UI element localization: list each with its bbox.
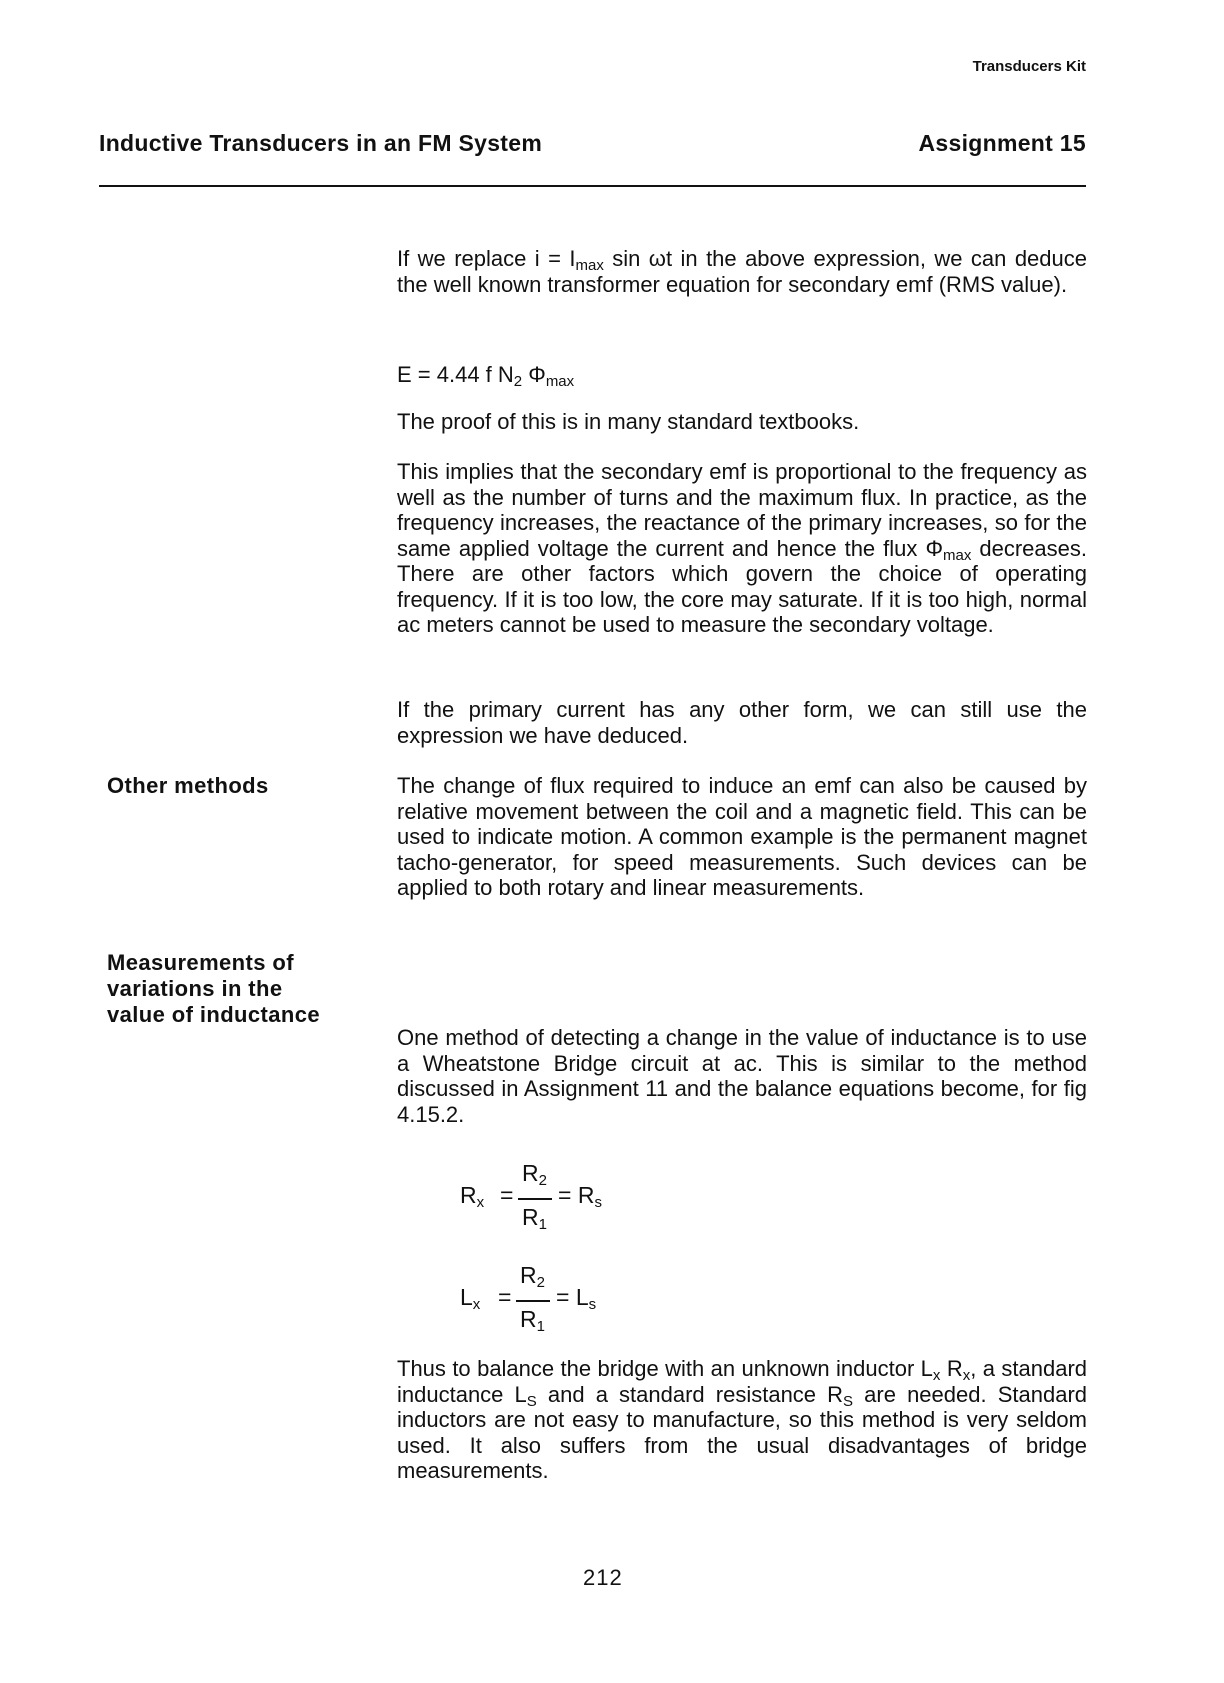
- eq3-lhs-sub: x: [472, 1296, 481, 1313]
- p7-text-b: R: [940, 1356, 963, 1381]
- p3-text-b: decreases. There are other factors which govern the choice of operating frequency. If it is too low, the core may saturate. If it is too high, normal ac meters cannot be used to measure the secondary voltage.: [397, 535, 1087, 637]
- eq2-rhs: = R: [558, 1182, 595, 1208]
- page-number: 212: [583, 1565, 623, 1590]
- eq3-rhs: = L: [556, 1284, 589, 1310]
- eq3-num-sub: 2: [536, 1274, 545, 1291]
- equation-emf: [397, 362, 574, 388]
- paragraph-implies: [397, 459, 1087, 638]
- eq2-den-sub: 1: [538, 1216, 547, 1233]
- p7-text-e: are needed. Standard inductors are not easy to manufacture, so this method is very seldom used. It also suffers from the usual disadvantages of bridge measurements.: [397, 1381, 1087, 1483]
- eq2-den: R: [522, 1204, 539, 1230]
- paragraph-primary-current: If the primary current has any other form, we can still use the expression we have deduced.: [397, 697, 1087, 748]
- eq1-sub-b: max: [545, 373, 575, 390]
- eq2-num: R: [522, 1160, 539, 1186]
- p7-sub-b: x: [962, 1367, 971, 1384]
- side-heading-other-methods: Other methods: [107, 773, 269, 798]
- p7-sub-c: S: [526, 1392, 537, 1410]
- assignment-label: Assignment 15: [918, 130, 1086, 156]
- eq1-sub-a: 2: [513, 373, 523, 390]
- header-kit: Transducers Kit: [972, 58, 1086, 75]
- p7-sub-a: x: [932, 1367, 941, 1384]
- equation-rx: [460, 1160, 660, 1240]
- p1-text-a: If we replace i = I: [397, 246, 576, 271]
- p1-text-b: sin ωt in the above expression, we can deduce the well known transformer equation for secondary emf (RMS value).: [397, 246, 1087, 297]
- eq3-den: R: [520, 1306, 537, 1332]
- eq2-rhs-sub: s: [594, 1194, 602, 1211]
- equation-lx: [460, 1262, 660, 1342]
- p7-text-a: Thus to balance the bridge with an unknown inductor L: [397, 1356, 933, 1381]
- eq3-num: R: [520, 1262, 537, 1288]
- paragraph-balance-bridge: [397, 1356, 1087, 1484]
- eq3-fraction-bar: [516, 1300, 550, 1302]
- p1-sub: max: [575, 257, 604, 274]
- p7-text-d: and a standard resistance R: [536, 1381, 844, 1407]
- eq3-den-sub: 1: [536, 1318, 545, 1335]
- eq2-fraction-bar: [518, 1198, 552, 1200]
- eq3-rhs-sub: s: [588, 1296, 597, 1313]
- paragraph-replace-current: [397, 246, 1087, 297]
- eq3-equals: =: [498, 1284, 512, 1310]
- paragraph-wheatstone: One method of detecting a change in the value of inductance is to use a Wheatstone Bridge circuit at ac. This is similar to the method discussed in Assignment 11 and the balance equations become, for fig 4.15.2.: [397, 1025, 1087, 1127]
- chapter-title: Inductive Transducers in an FM System: [99, 130, 543, 156]
- header-rule: [99, 185, 1086, 187]
- paragraph-other-methods: The change of flux required to induce an emf can also be caused by relative movement between the coil and a magnetic field. This can be used to indicate motion. A common example is the permanent magnet tacho-generator, for speed measurements. Such devices can be applied to both rotary and linear measurements.: [397, 773, 1087, 900]
- p3-text-a: This implies that the secondary emf is proportional to the frequency as well as the number of turns and the maximum flux. In practice, as the frequency increases, the reactance of the primary increases, so for the same applied voltage the current and hence the flux Φ: [397, 459, 1087, 561]
- p3-sub: max: [943, 546, 972, 564]
- side-heading-measurements: Measurements of variations in the value of inductance: [107, 950, 320, 1027]
- eq1-text-b: Φ: [522, 362, 546, 387]
- eq2-lhs-sub: x: [476, 1194, 485, 1211]
- eq1-text-a: E = 4.44 f N: [397, 362, 514, 387]
- paragraph-proof: The proof of this is in many standard textbooks.: [397, 409, 860, 434]
- eq2-lhs: R: [460, 1182, 477, 1208]
- p7-sub-d: S: [843, 1392, 854, 1410]
- eq2-num-sub: 2: [538, 1172, 547, 1189]
- eq3-lhs: L: [460, 1284, 473, 1310]
- p7-text-c: , a standard inductance L: [397, 1356, 1088, 1407]
- eq2-equals: =: [500, 1182, 514, 1208]
